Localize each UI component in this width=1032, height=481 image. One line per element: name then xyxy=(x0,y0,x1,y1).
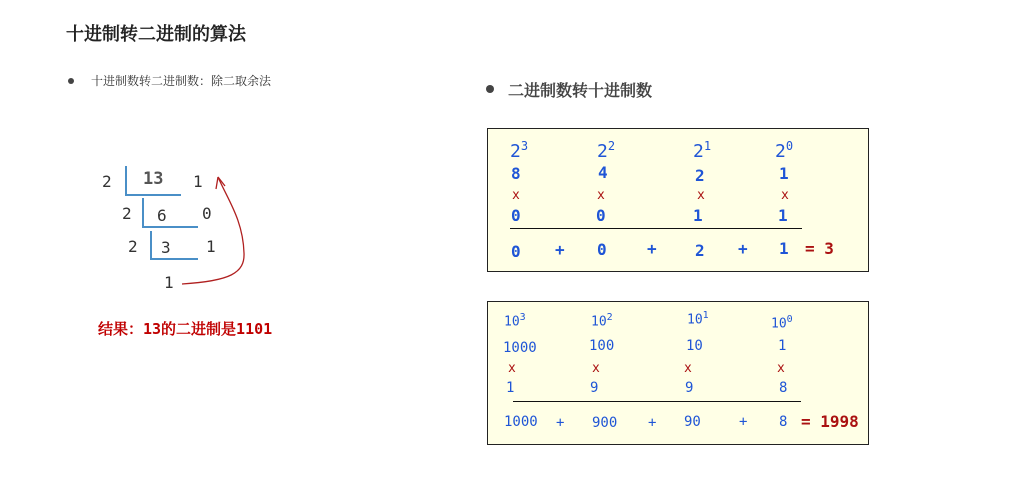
decimal-digit: 9 xyxy=(590,380,599,396)
weight: 1000 xyxy=(503,340,537,356)
divisor-1: 2 xyxy=(102,172,112,191)
binary-digit: 0 xyxy=(596,206,606,225)
times-sign: x xyxy=(512,188,520,203)
times-sign: x xyxy=(777,361,785,376)
page-title: 十进制转二进制的算法 xyxy=(66,24,246,45)
plus-sign: + xyxy=(739,414,748,430)
times-sign: x xyxy=(697,188,705,203)
weight: 1 xyxy=(778,338,787,354)
dividend-3: 3 xyxy=(161,238,171,257)
binary-digit: 1 xyxy=(693,206,703,225)
divisor-3: 2 xyxy=(128,237,138,256)
base: $2^3$ xyxy=(510,139,529,162)
term: 0 xyxy=(511,242,521,261)
division-bracket-1 xyxy=(125,166,127,194)
term: 900 xyxy=(592,415,618,431)
plus-sign: + xyxy=(556,415,565,431)
term: 1000 xyxy=(504,414,538,430)
weight: 8 xyxy=(511,164,521,183)
term: 0 xyxy=(597,240,607,259)
division-bracket-3 xyxy=(150,231,152,258)
weight: 2 xyxy=(695,166,705,185)
divisor-2: 2 xyxy=(122,204,132,223)
remainder-2: 0 xyxy=(202,204,212,223)
decimal-sum-result: = 1998 xyxy=(801,412,859,431)
remainder-3: 1 xyxy=(206,237,216,256)
weight: 100 xyxy=(589,338,615,354)
remainder-1: 1 xyxy=(193,172,203,191)
base: $2^1$ xyxy=(693,139,712,162)
bullet-dot xyxy=(68,78,74,84)
base: $10^1$ xyxy=(687,310,709,328)
times-sign: x xyxy=(781,188,789,203)
plus-sign: + xyxy=(738,239,748,258)
binary-digit: 1 xyxy=(778,206,788,225)
times-sign: x xyxy=(684,361,692,376)
weight: 10 xyxy=(686,338,703,354)
bullet-dot xyxy=(486,85,494,93)
term: 1 xyxy=(779,239,789,258)
base: $2^2$ xyxy=(597,139,616,162)
dividend-1: 13 xyxy=(143,169,164,189)
times-sign: x xyxy=(508,361,516,376)
plus-sign: + xyxy=(648,415,657,431)
division-bracket-2 xyxy=(142,198,144,226)
binary-example-box xyxy=(487,128,869,272)
conversion-result: 结果：13的二进制是1101 xyxy=(98,320,273,338)
plus-sign: + xyxy=(555,240,565,259)
base: $10^2$ xyxy=(591,312,613,330)
decimal-digit: 9 xyxy=(685,380,694,396)
final-quotient: 1 xyxy=(164,273,174,292)
base: $10^0$ xyxy=(771,314,793,332)
base: $10^3$ xyxy=(504,312,526,330)
sum-line xyxy=(510,228,802,229)
decimal-to-binary-heading: 十进制数转二进制数：除二取余法 xyxy=(91,74,272,88)
sum-line xyxy=(513,401,801,402)
decimal-example-box xyxy=(487,301,869,445)
term: 90 xyxy=(684,414,701,430)
binary-sum-result: = 3 xyxy=(805,239,834,258)
times-sign: x xyxy=(592,361,600,376)
weight: 1 xyxy=(779,164,789,183)
times-sign: x xyxy=(597,188,605,203)
decimal-digit: 8 xyxy=(779,380,788,396)
base: $2^0$ xyxy=(775,139,794,162)
plus-sign: + xyxy=(647,239,657,258)
term: 2 xyxy=(695,241,705,260)
binary-digit: 0 xyxy=(511,206,521,225)
term: 8 xyxy=(779,414,788,430)
decimal-digit: 1 xyxy=(506,380,515,396)
weight: 4 xyxy=(598,163,608,182)
binary-to-decimal-heading: 二进制数转十进制数 xyxy=(508,81,653,100)
read-direction-arrow-icon xyxy=(170,165,260,295)
dividend-2: 6 xyxy=(157,206,167,225)
